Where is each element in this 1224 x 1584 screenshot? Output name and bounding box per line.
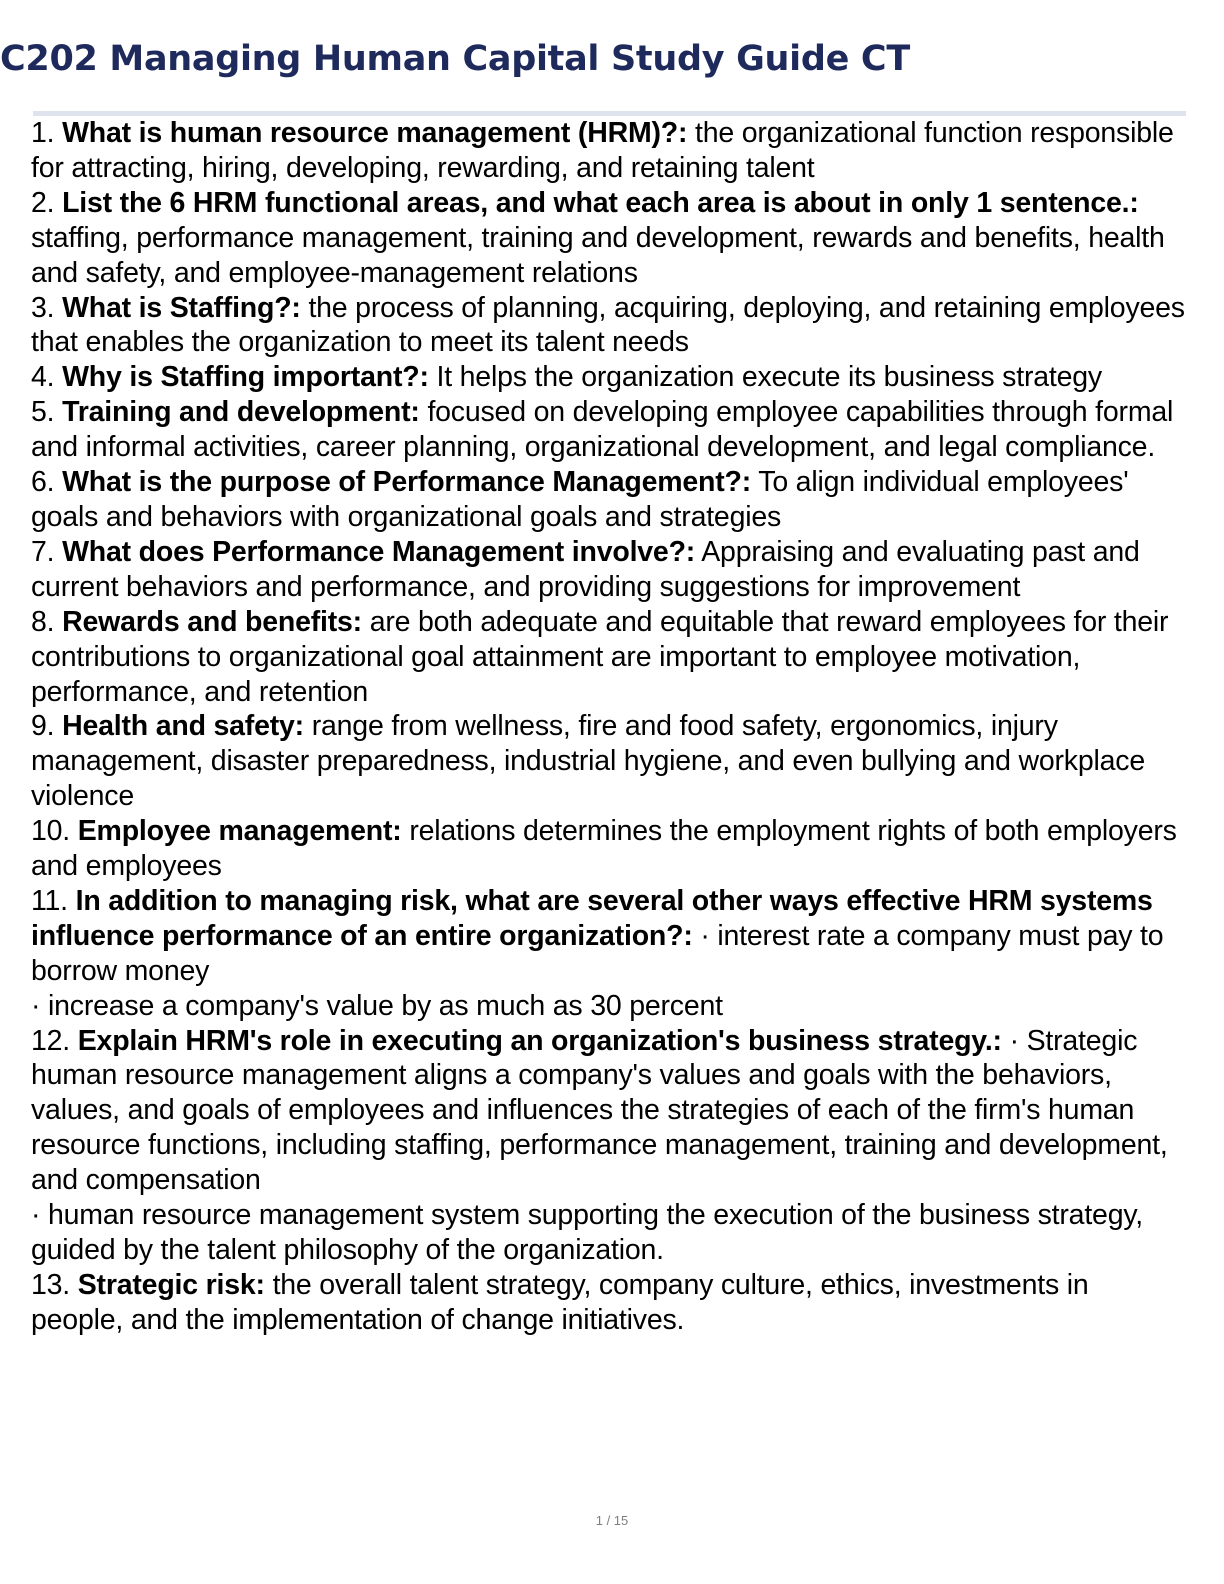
item-question: Health and safety: (62, 710, 304, 743)
item-answer-continuation: · increase a company's value by as much as 30 percent (31, 989, 723, 1022)
item-question: Strategic risk: (77, 1268, 265, 1301)
qa-item-12 (31, 1024, 1187, 1199)
qa-item-7 (31, 535, 1187, 605)
qa-item-3 (31, 291, 1187, 361)
item-question: List the 6 HRM functional areas, and what each area is about in only 1 sentence.: (62, 186, 1139, 219)
item-answer: · Strategic human resource management aligns a company's values and goals with the behaviors, values, and goals of employees and influences the strategies of each of the firm's human resource functions, including staffing, performance management, training and development, and compensation (31, 1024, 1168, 1197)
item-question: What is human resource management (HRM)?: (62, 117, 688, 149)
item-question: Explain HRM's role in executing an organization's business strategy.: (77, 1024, 1002, 1057)
item-number: 9. (31, 710, 55, 743)
item-number: 10. (31, 815, 71, 848)
item-answer: are both adequate and equitable that reward employees for their contributions to organizational goal attainment are important to employee motivation, performance, and retention (31, 605, 1169, 708)
item-number: 8. (31, 605, 55, 638)
item-answer: the organizational function responsible for attracting, hiring, developing, rewarding, and retaining talent (31, 117, 1174, 184)
item-question: In addition to managing risk, what are several other ways effective HRM systems influence performance of an entire organization?: (31, 884, 1153, 952)
item-number: 1. (31, 117, 55, 149)
item-question: Why is Staffing important?: (62, 361, 429, 394)
item-answer: To align individual employees' goals and behaviors with organizational goals and strategies (31, 466, 1129, 533)
qa-list (31, 116, 1187, 1338)
qa-item-9 (31, 709, 1187, 814)
qa-item-11 (31, 884, 1187, 989)
qa-item-2 (31, 186, 1187, 291)
item-number: 4. (31, 361, 55, 394)
item-question: What does Performance Management involve?: (62, 535, 696, 568)
item-answer: the process of planning, acquiring, deploying, and retaining employees that enables the organization to meet its talent needs (31, 291, 1185, 359)
item-question: What is the purpose of Performance Management?: (62, 466, 752, 499)
qa-item-5 (31, 395, 1187, 465)
item-question: What is Staffing?: (62, 291, 301, 324)
item-question: Training and development: (62, 396, 420, 429)
qa-item-1 (31, 116, 1187, 186)
item-question: Employee management: (77, 815, 402, 848)
item-answer: the overall talent strategy, company culture, ethics, investments in people, and the implementation of change initiatives. (31, 1268, 1089, 1336)
item-answer: Appraising and evaluating past and current behaviors and performance, and providing suggestions for improvement (31, 535, 1140, 603)
item-answer: · interest rate a company must pay to borrow money (31, 919, 1164, 987)
item-answer: range from wellness, fire and food safety, ergonomics, injury management, disaster preparedness, industrial hygiene, and even bullying and workplace violence (31, 710, 1145, 813)
item-number: 7. (31, 535, 55, 568)
item-answer: relations determines the employment rights of both employers and employees (31, 815, 1177, 883)
item-number: 11. (31, 884, 68, 917)
item-number: 5. (31, 396, 55, 429)
item-answer: staffing, performance management, training and development, rewards and benefits, health and safety, and employee-management relations (31, 221, 1165, 289)
item-question: Rewards and benefits: (62, 605, 362, 638)
qa-item-6 (31, 465, 1187, 535)
page-indicator: 1 / 15 (595, 1513, 629, 1528)
qa-item-10 (31, 814, 1187, 884)
page-title: C202 Managing Human Capital Study Guide CT (0, 39, 910, 79)
item-number: 13. (31, 1268, 71, 1301)
item-number: 3. (31, 291, 55, 324)
item-answer: It helps the organization execute its business strategy (436, 361, 1102, 394)
qa-item-13 (31, 1268, 1187, 1338)
item-number: 12. (31, 1024, 71, 1057)
item-answer-continuation: · human resource management system supporting the execution of the business strategy, guided by the talent philosophy of the organization. (31, 1199, 1143, 1266)
qa-item-4 (31, 360, 1187, 395)
qa-item-8 (31, 605, 1187, 710)
item-answer: focused on developing employee capabilities through formal and informal activities, career planning, organizational development, and legal compliance. (31, 396, 1174, 464)
item-number: 6. (31, 466, 55, 499)
item-number: 2. (31, 186, 55, 219)
